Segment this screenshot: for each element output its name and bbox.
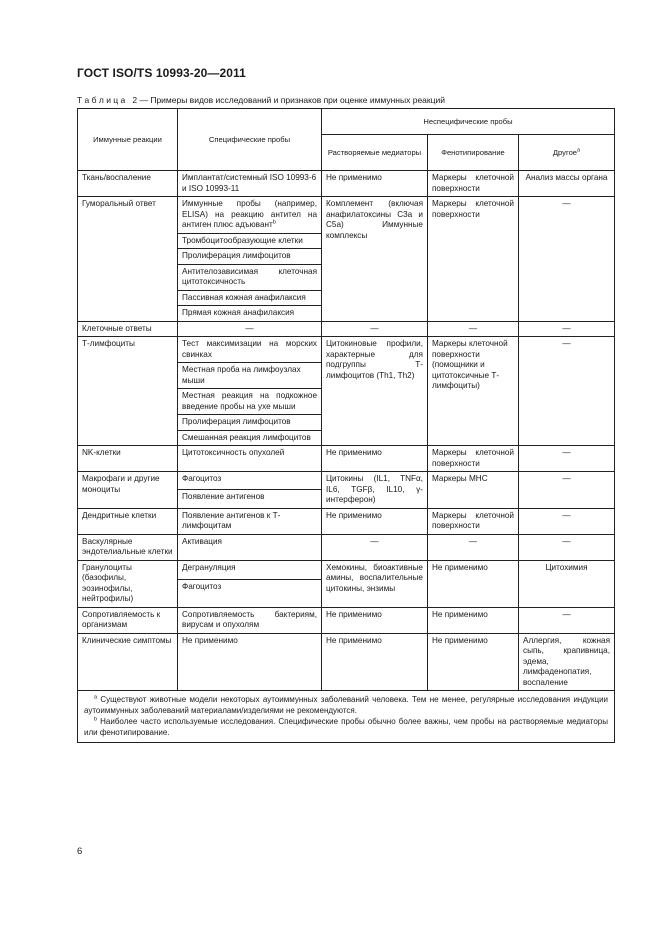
- mediators-cell: Не применимо: [322, 171, 428, 197]
- specific-cell: Появление антигенов к Т-лимфоцитам: [178, 508, 322, 534]
- table-row: [78, 508, 615, 534]
- page-number: 6: [77, 846, 83, 857]
- header-nonspecific-tests: Неспецифические пробы: [322, 109, 615, 135]
- table-row: [78, 534, 615, 560]
- other-cell: —: [519, 197, 615, 322]
- specific-cell: Смешанная реакция лимфоцитов: [178, 430, 322, 446]
- specific-cell: Местная проба на лимфоузлах мыши: [178, 363, 322, 389]
- phenotyping-cell: Маркеры клеточной поверхности: [428, 171, 519, 197]
- specific-cell: Тест максимизации на морских свинках: [178, 337, 322, 363]
- mediators-cell: —: [322, 534, 428, 560]
- header-other: [519, 135, 615, 171]
- mediators-cell: Не применимо: [322, 633, 428, 691]
- specific-cell: Имплантат/системный ISO 10993-6 и ISO 10993-11: [178, 171, 322, 197]
- table-row: [78, 560, 615, 579]
- footnote-marker: b: [94, 716, 98, 723]
- specific-cell: [178, 197, 322, 234]
- header-specific-tests: Специфические пробы: [178, 109, 322, 171]
- table-row: [78, 472, 615, 490]
- specific-cell: Цитотоксичность опухолей: [178, 446, 322, 472]
- header-immune-reactions: Иммунные реакции: [78, 109, 178, 171]
- header-row: [78, 109, 615, 135]
- specific-cell: Антителозависимая клеточная цитотоксичность: [178, 264, 322, 290]
- specific-cell: Появление антигенов: [178, 490, 322, 508]
- table-row: [78, 197, 615, 234]
- specific-cell: Фагоцитоз: [178, 472, 322, 490]
- mediators-cell: Не применимо: [322, 607, 428, 633]
- other-cell: —: [519, 508, 615, 534]
- reaction-cell: Клинические симптомы: [78, 633, 178, 691]
- reaction-cell: Сопротивляемость к организмам: [78, 607, 178, 633]
- phenotyping-cell: Маркеры клеточной поверхности: [428, 197, 519, 322]
- table-caption: [77, 95, 445, 105]
- caption-number: 2: [132, 95, 138, 105]
- document-header: ГОСТ ISO/TS 10993-20—2011: [77, 66, 246, 80]
- specific-cell: Пролиферация лимфоцитов: [178, 249, 322, 265]
- other-cell: Цитохимия: [519, 560, 615, 607]
- specific-cell: Местная реакция на подкожное введение пробы на ухе мыши: [178, 389, 322, 415]
- mediators-cell: Не применимо: [322, 508, 428, 534]
- mediators-cell: —: [322, 321, 428, 337]
- specific-cell: Тромбоцитообразующие клетки: [178, 233, 322, 249]
- table-row: [78, 607, 615, 633]
- mediators-cell: Цитокиновые профили, характерные для подгруппы Т-лимфоцитов (Th1, Th2): [322, 337, 428, 446]
- phenotyping-cell: Маркеры клеточной поверхности: [428, 508, 519, 534]
- other-cell: —: [519, 607, 615, 633]
- table-row: [78, 633, 615, 691]
- mediators-cell: Цитокины (IL1, TNFα, IL6, TGFβ, IL10, γ-интерферон): [322, 472, 428, 509]
- phenotyping-cell: Не применимо: [428, 607, 519, 633]
- reaction-cell: Гранулоциты (базофилы, эозинофилы, нейтрофилы): [78, 560, 178, 607]
- other-cell: —: [519, 337, 615, 446]
- other-cell: —: [519, 472, 615, 509]
- footnote-row: [78, 691, 615, 743]
- specific-cell: Фагоцитоз: [178, 579, 322, 607]
- other-cell: —: [519, 446, 615, 472]
- phenotyping-cell: Маркеры клеточной поверхности (помощники и цитотоксичные Т-лимфоциты): [428, 337, 519, 446]
- specific-cell: Не применимо: [178, 633, 322, 691]
- reaction-cell: Макрофаги и другие моноциты: [78, 472, 178, 509]
- footnote-text: Наиболее часто используемые исследования. Специфические пробы обычно более важны, чем пробы на растворяемые медиаторы или фенотипирование.: [84, 717, 609, 737]
- other-cell: Анализ массы органа: [519, 171, 615, 197]
- footnote-a: [84, 694, 608, 716]
- header-soluble-mediators: Растворяемые медиаторы: [322, 135, 428, 171]
- caption-label: Т а б л и ц а: [77, 95, 126, 105]
- phenotyping-cell: —: [428, 321, 519, 337]
- header-other-label: Другое: [552, 147, 578, 157]
- table-row: [78, 321, 615, 337]
- reaction-cell: Клеточные ответы: [78, 321, 178, 337]
- reaction-cell: Ткань/воспаление: [78, 171, 178, 197]
- mediators-cell: Не применимо: [322, 446, 428, 472]
- mediators-cell: Комплемент (включая анафилатоксины С3а и С5а) Иммунные комплексы: [322, 197, 428, 322]
- specific-cell: Дегрануляция: [178, 560, 322, 579]
- footnote-marker: b: [272, 219, 276, 226]
- footnote-marker: a: [577, 146, 581, 153]
- reaction-cell: Т-лимфоциты: [78, 337, 178, 446]
- mediators-cell: Хемокины, биоактивные амины, воспалительные цитокины, энзимы: [322, 560, 428, 607]
- table-row: [78, 337, 615, 363]
- specific-text: Иммунные пробы (например, ELISA) на реакцию антител на антиген плюс адъювант: [182, 199, 317, 229]
- phenotyping-cell: Не применимо: [428, 560, 519, 607]
- reaction-cell: Гуморальный ответ: [78, 197, 178, 322]
- table-row: [78, 171, 615, 197]
- reaction-cell: NK-клетки: [78, 446, 178, 472]
- phenotyping-cell: Не применимо: [428, 633, 519, 691]
- footnote-text: Существуют животные модели некоторых аутоиммунных заболеваний человека. Тем не менее, регулярные исследования индукции аутоиммунных заболеваний материалами/изделиями не рекомендуются.: [84, 695, 609, 715]
- phenotyping-cell: Маркеры клеточной поверхности: [428, 446, 519, 472]
- footnote-marker: а: [94, 694, 98, 701]
- specific-cell: Активация: [178, 534, 322, 560]
- footnote-b: [84, 716, 608, 738]
- other-cell: —: [519, 321, 615, 337]
- header-phenotyping: Фенотипирование: [428, 135, 519, 171]
- table-row: [78, 446, 615, 472]
- reaction-cell: Васкулярные эндотелиальные клетки: [78, 534, 178, 560]
- specific-cell: Пролиферация лимфоцитов: [178, 415, 322, 431]
- phenotyping-cell: Маркеры МНС: [428, 472, 519, 509]
- specific-cell: Прямая кожная анафилаксия: [178, 306, 322, 322]
- other-cell: —: [519, 534, 615, 560]
- specific-cell: Сопротивляемость бактериям, вирусам и опухолям: [178, 607, 322, 633]
- specific-cell: Пассивная кожная анафилаксия: [178, 290, 322, 306]
- reaction-cell: Дендритные клетки: [78, 508, 178, 534]
- phenotyping-cell: —: [428, 534, 519, 560]
- specific-cell: —: [178, 321, 322, 337]
- footnotes: [78, 691, 615, 743]
- other-cell: Аллергия, кожная сыпь, крапивница, эдема, лимфаденопатия, воспаление: [519, 633, 615, 691]
- caption-text: — Примеры видов исследований и признаков при оценке иммунных реакций: [139, 95, 445, 105]
- immune-reactions-table: [77, 108, 615, 743]
